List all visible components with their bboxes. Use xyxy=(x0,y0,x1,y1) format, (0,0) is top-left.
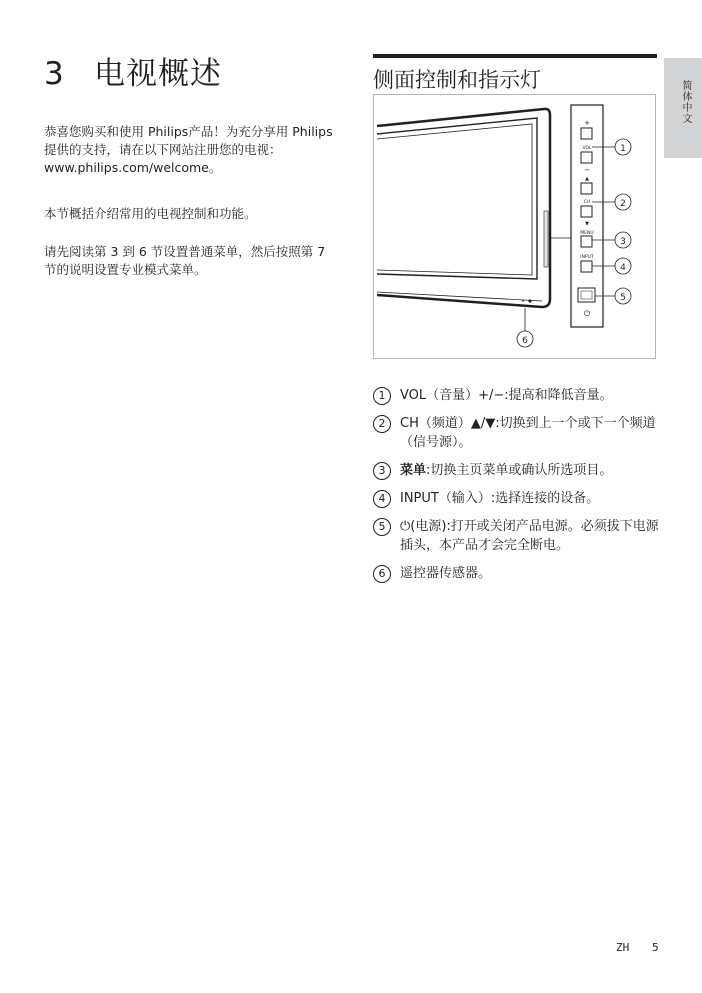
chapter-number: 3 xyxy=(44,56,65,92)
minus-label: − xyxy=(584,166,590,174)
side-button-strip xyxy=(544,211,548,267)
section-title: 侧面控制和指示灯 xyxy=(373,54,657,94)
language-tab xyxy=(664,58,702,158)
legend-text-1: VOL（音量）+/−:提高和降低音量。 xyxy=(400,388,613,403)
vol-up-button xyxy=(581,128,592,139)
tv-side-controls-figure xyxy=(373,94,656,359)
callout-2: 2 xyxy=(620,199,626,209)
controls-legend xyxy=(373,386,663,592)
callout-1: 1 xyxy=(620,144,626,154)
sensor-dot xyxy=(528,299,531,302)
legend-text-2: CH（频道）▲/▼:切换到上一个或下一个频道（信号源）。 xyxy=(400,416,656,450)
legend-rest-3: :切换主页菜单或确认所选项目。 xyxy=(426,463,613,478)
legend-text-3 xyxy=(400,461,663,480)
chapter-title: 电视概述 xyxy=(94,56,222,92)
legend-item-3 xyxy=(373,461,663,480)
intro-paragraph-2 xyxy=(44,205,340,223)
power-button-inner xyxy=(581,291,592,299)
intro-text-1: 恭喜您购买和使用 Philips产品！为充分享用 Philips 提供的支持，请在以下网站注册您的电视：www.philips.com/welcome。 xyxy=(44,124,333,175)
legend-number-3: 3 xyxy=(373,462,391,480)
legend-text-4: INPUT（输入）:选择连接的设备。 xyxy=(400,491,600,506)
tv-screen xyxy=(377,124,532,275)
vol-down-button xyxy=(581,152,592,163)
ch-down-button xyxy=(581,206,592,217)
callout-5: 5 xyxy=(620,293,626,303)
ch-up-label: ▲ xyxy=(585,176,589,182)
ch-up-button xyxy=(581,183,592,194)
intro-text-2: 本节概括介绍常用的电视控制和功能。 xyxy=(44,206,257,221)
legend-item-1 xyxy=(373,386,663,405)
ch-down-label: ▼ xyxy=(585,221,589,227)
input-button xyxy=(581,261,592,272)
legend-number-6: 6 xyxy=(373,565,391,583)
input-label: INPUT xyxy=(580,255,594,260)
legend-item-2 xyxy=(373,414,663,452)
chapter-heading xyxy=(44,48,222,93)
menu-button xyxy=(581,236,592,247)
intro-paragraph-3 xyxy=(44,243,340,279)
legend-bold-3: 菜单 xyxy=(400,463,427,478)
intro-text-3: 请先阅读第 3 到 6 节设置普通菜单，然后按照第 7 节的说明设置专业模式菜单。 xyxy=(44,244,326,277)
legend-number-2: 2 xyxy=(373,415,391,433)
legend-item-4 xyxy=(373,489,663,508)
language-tab-label: 简体中文 xyxy=(680,80,691,124)
menu-label: MENU xyxy=(580,231,594,236)
legend-number-4: 4 xyxy=(373,490,391,508)
legend-text-6: 遥控器传感器。 xyxy=(400,566,492,581)
vol-label: VOL xyxy=(582,146,592,151)
tv-diagram xyxy=(374,95,657,360)
intro-paragraph-1 xyxy=(44,123,340,177)
legend-text-5: ⏻(电源):打开或关闭产品电源。必须拔下电源插头，本产品才会完全断电。 xyxy=(400,519,659,553)
callout-3: 3 xyxy=(620,237,626,247)
sensor-led xyxy=(522,300,524,302)
ch-label: CH xyxy=(583,200,591,205)
plus-label: + xyxy=(584,119,590,127)
legend-number-1: 1 xyxy=(373,387,391,405)
footer-language: ZH xyxy=(616,941,630,954)
legend-number-5: 5 xyxy=(373,518,391,536)
tv-screen-edge xyxy=(377,118,537,279)
page-number: 5 xyxy=(652,941,659,954)
callout-4: 4 xyxy=(620,263,626,273)
legend-item-6 xyxy=(373,564,663,583)
callout-6: 6 xyxy=(522,336,528,346)
legend-item-5 xyxy=(373,517,663,555)
power-icon: ⏻ xyxy=(583,309,591,318)
